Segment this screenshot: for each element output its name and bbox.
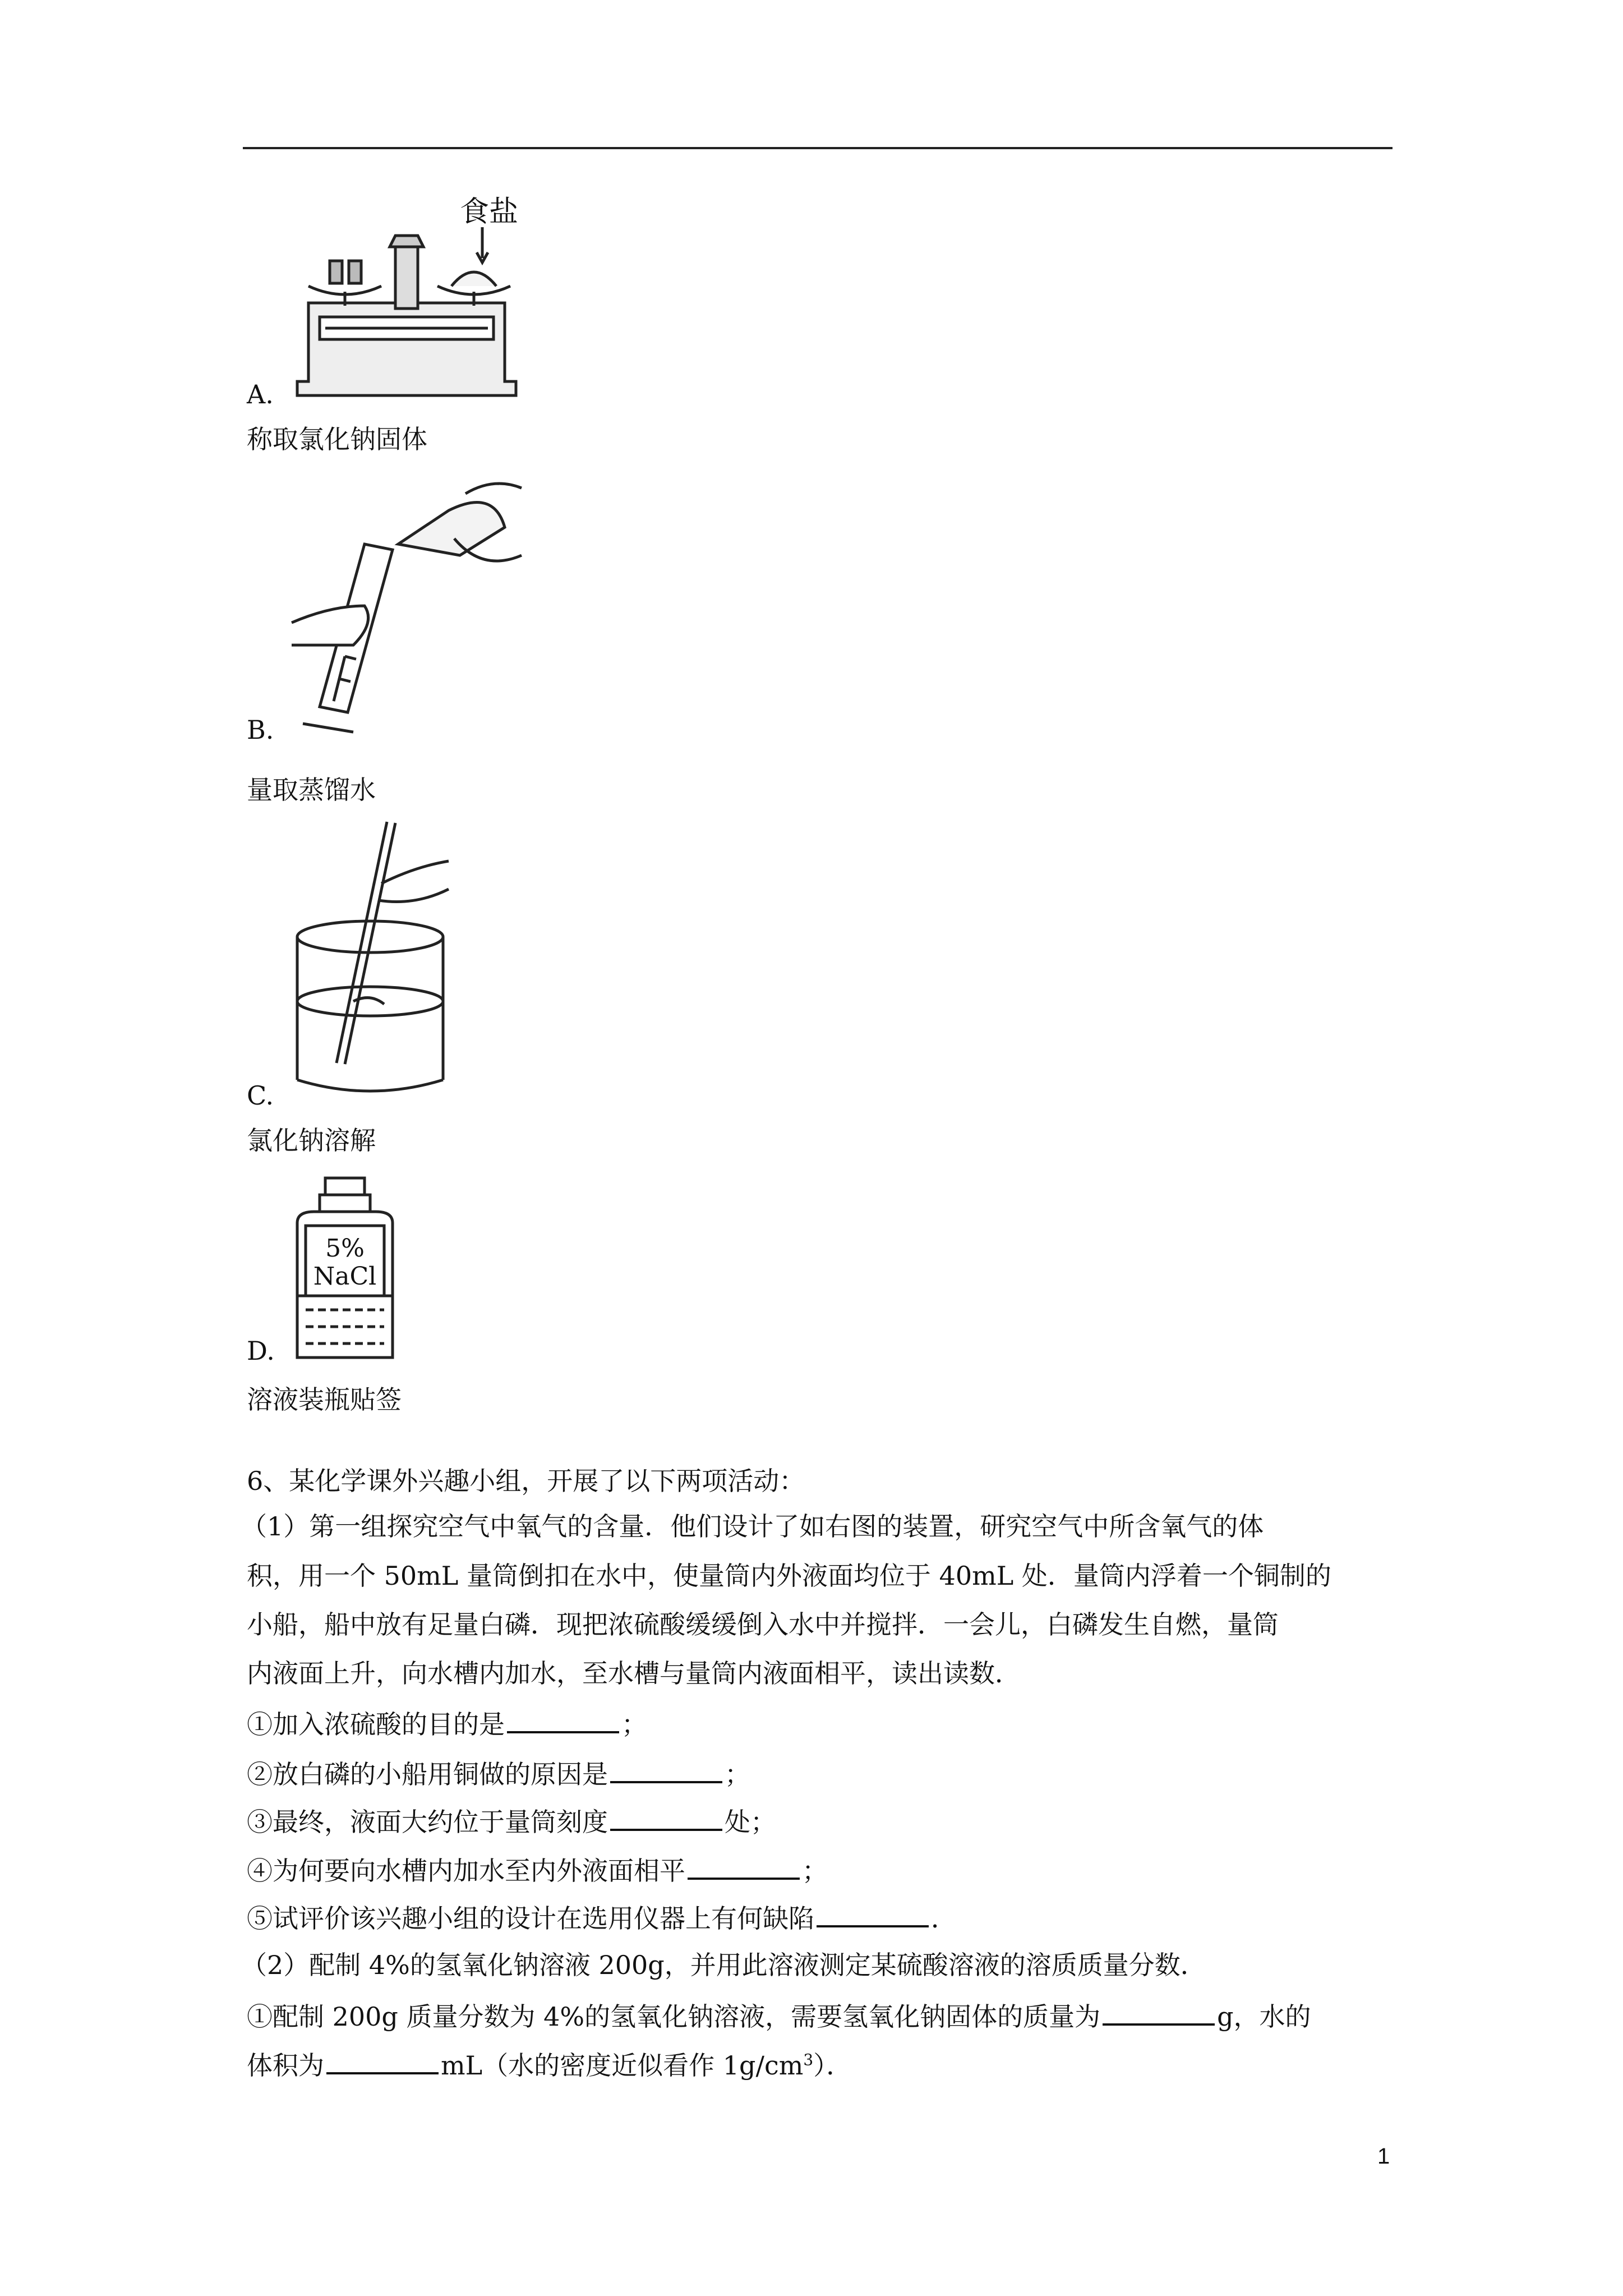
- answer-blank-2[interactable]: [610, 1759, 722, 1783]
- bottle-percent: 5%: [325, 1234, 365, 1263]
- option-d-letter: D.: [247, 1336, 275, 1366]
- q6-sub2: ②放白磷的小船用铜做的原因是 ；: [247, 1759, 750, 1789]
- option-a-letter: A.: [247, 379, 274, 409]
- option-c-letter: C.: [247, 1080, 274, 1111]
- q6-part1-line1: （1）第一组探究空气中氧气的含量．他们设计了如右图的装置，研究空气中所含氧气的体: [241, 1511, 1264, 1542]
- q6-stem: 6、某化学课外兴趣小组，开展了以下两项活动：: [247, 1466, 805, 1496]
- option-a-caption: 称取氯化钠固体: [247, 424, 427, 454]
- option-c-caption: 氯化钠溶解: [247, 1125, 376, 1156]
- bottle-formula: NaCl: [313, 1262, 377, 1291]
- option-d-caption: 溶液装瓶贴签: [247, 1384, 402, 1415]
- q6-part2: （2）配制 4%的氢氧化钠溶液 200g，并用此溶液测定某硫酸溶液的溶质质量分数．: [241, 1950, 1206, 1980]
- q6-part1-line3: 小船，船中放有足量白磷．现把浓硫酸缓缓倒入水中并搅拌．一会儿，白磷发生自燃，量筒: [247, 1609, 1279, 1640]
- q6-part1-line4: 内液面上升，向水槽内加水，至水槽与量筒内液面相平，读出读数．: [247, 1658, 1021, 1688]
- balance-figure: [292, 196, 527, 404]
- cylinder-figure: [280, 477, 533, 735]
- answer-blank-7[interactable]: [326, 2050, 439, 2074]
- answer-blank-5[interactable]: [817, 1903, 929, 1927]
- q6-sub4: ④为何要向水槽内加水至内外液面相平 ；: [247, 1856, 828, 1886]
- q6-part2-sub1-line2: 体积为 mL（水的密度近似看作 $1g/cm^3$）．: [247, 2050, 852, 2081]
- q6-sub3: ③最终，液面大约位于量筒刻度 处；: [247, 1807, 776, 1837]
- header-rule: [243, 147, 1393, 149]
- beaker-figure: [280, 816, 465, 1108]
- q6-part1-line2: 积，用一个 50mL 量筒倒扣在水中，使量筒内外液面均位于 40mL 处．量筒内浮着一个铜制的: [247, 1561, 1331, 1591]
- q6-sub1: ①加入浓硫酸的目的是 ；: [247, 1709, 647, 1740]
- page-number: 1: [1377, 2144, 1390, 2169]
- answer-blank-4[interactable]: [688, 1855, 800, 1880]
- salt-label: 食盐: [460, 196, 519, 229]
- option-b-letter: B.: [247, 715, 274, 745]
- answer-blank-1[interactable]: [507, 1709, 619, 1733]
- answer-blank-6[interactable]: [1103, 2001, 1215, 2026]
- q6-part2-sub1-line1: ①配制 200g 质量分数为 4%的氢氧化钠溶液，需要氢氧化钠固体的质量为 g，水的: [247, 2001, 1311, 2032]
- option-b-caption: 量取蒸馏水: [247, 775, 376, 805]
- bottle-figure: [292, 1172, 398, 1363]
- answer-blank-3[interactable]: [610, 1806, 722, 1831]
- q6-sub5: ⑤试评价该兴趣小组的设计在选用仪器上有何缺陷 ．: [247, 1903, 957, 1934]
